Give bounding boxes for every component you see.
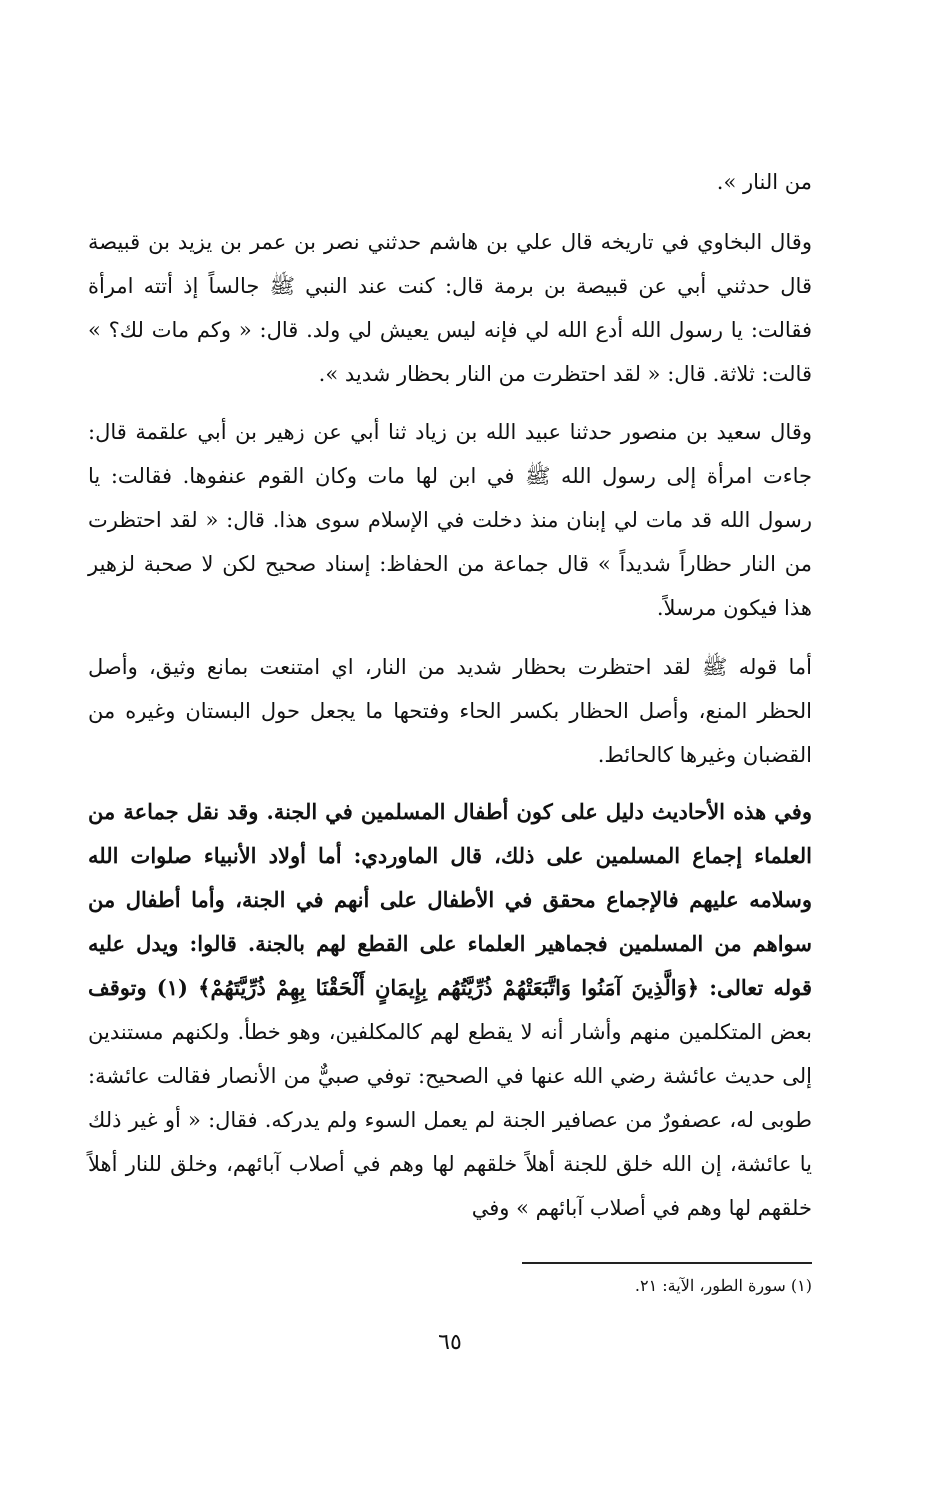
paragraph-4: أما قوله ﷺ لقد احتظرت بحظار شديد من النار، اي امتنعت بمانع وثيق، وأصل الحظر المنع، وأصل الحظار بكسر الحاء وفتحها ما يجعل حول البستان وغيره من القضبان وغيرها كالحائط. (88, 655, 812, 767)
page-number: ٦٥ (438, 1330, 462, 1355)
paragraph-5-bold: وفي هذه الأحاديث دليل على كون أطفال المسلمين في الجنة. وقد نقل جماعة من العلماء إجماع المسلمين على ذلك، قال الماوردي: أما أولاد الأنبياء صلوات الله وسلامه عليهم فالإجماع محقق في الأطفال على أنهم في الجنة، وأما أطفال من سواهم من المسلمين فجماهير العلماء على القطع لهم بالجنة. قالوا: ويدل عليه قوله تعالى: ﴿وَالَّذِينَ آمَنُوا وَاتَّبَعَتْهُمْ ذُرِّيَّتُهُم بِإِيمَانٍ أَلْحَقْنَا بِهِمْ ذُرِّيَّتَهُمْ﴾ (١) وتوقف (88, 799, 813, 1000)
paragraph-5-normal: بعض المتكلمين منهم وأشار أنه لا يقطع لهم كالمكلفين، وهو خطأ. ولكنهم مستندين إلى حديث عائشة رضي الله عنها في الصحيح: توفي صبيٌّ من الأنصار فقالت عائشة: طوبى له، عصفورٌ من عصافير الجنة لم يعمل السوء ولم يدركه. فقال: « أو غير ذلك يا عائشة، إن الله خلق للجنة أهلاً خلقهم لها وهم في أصلاب آبائهم، وخلق للنار أهلاً خلقهم لها وهم في أصلاب آبائهم » وفي (88, 1020, 813, 1220)
paragraph-2: وقال البخاوي في تاريخه قال علي بن هاشم حدثني نصر بن عمر بن يزيد بن قبيصة قال حدثني أبي عن قبيصة بن برمة قال: كنت عند النبي ﷺ جالساً إذ أتته امرأة فقالت: يا رسول الله أدع الله لي فإنه ليس يعيش لي ولد. قال: « وكم مات لك؟ » قالت: ثلاثة. قال: « لقد احتظرت من النار بحظار شديد ». (88, 230, 812, 386)
paragraph-1: من النار ». (716, 170, 812, 194)
paragraph-3: وقال سعيد بن منصور حدثنا عبيد الله بن زياد ثنا أبي عن زهير بن أبي علقمة قال: جاءت امرأة إلى رسول الله ﷺ في ابن لها مات وكان القوم عنفوها. فقالت: يا رسول الله قد مات لي إبنان منذ دخلت في الإسلام سوى هذا. قال: « لقد احتظرت من النار حظاراً شديداً » قال جماعة من الحفاظ: إسناد صحيح لكن لا صحبة لزهير هذا فيكون مرسلاً. (88, 420, 812, 620)
book-page (88, 150, 812, 1450)
footnote: (١) سورة الطور، الآية: ٢١. (634, 1276, 812, 1295)
footnote-divider (522, 1262, 812, 1264)
paragraph-5 (88, 790, 812, 1230)
